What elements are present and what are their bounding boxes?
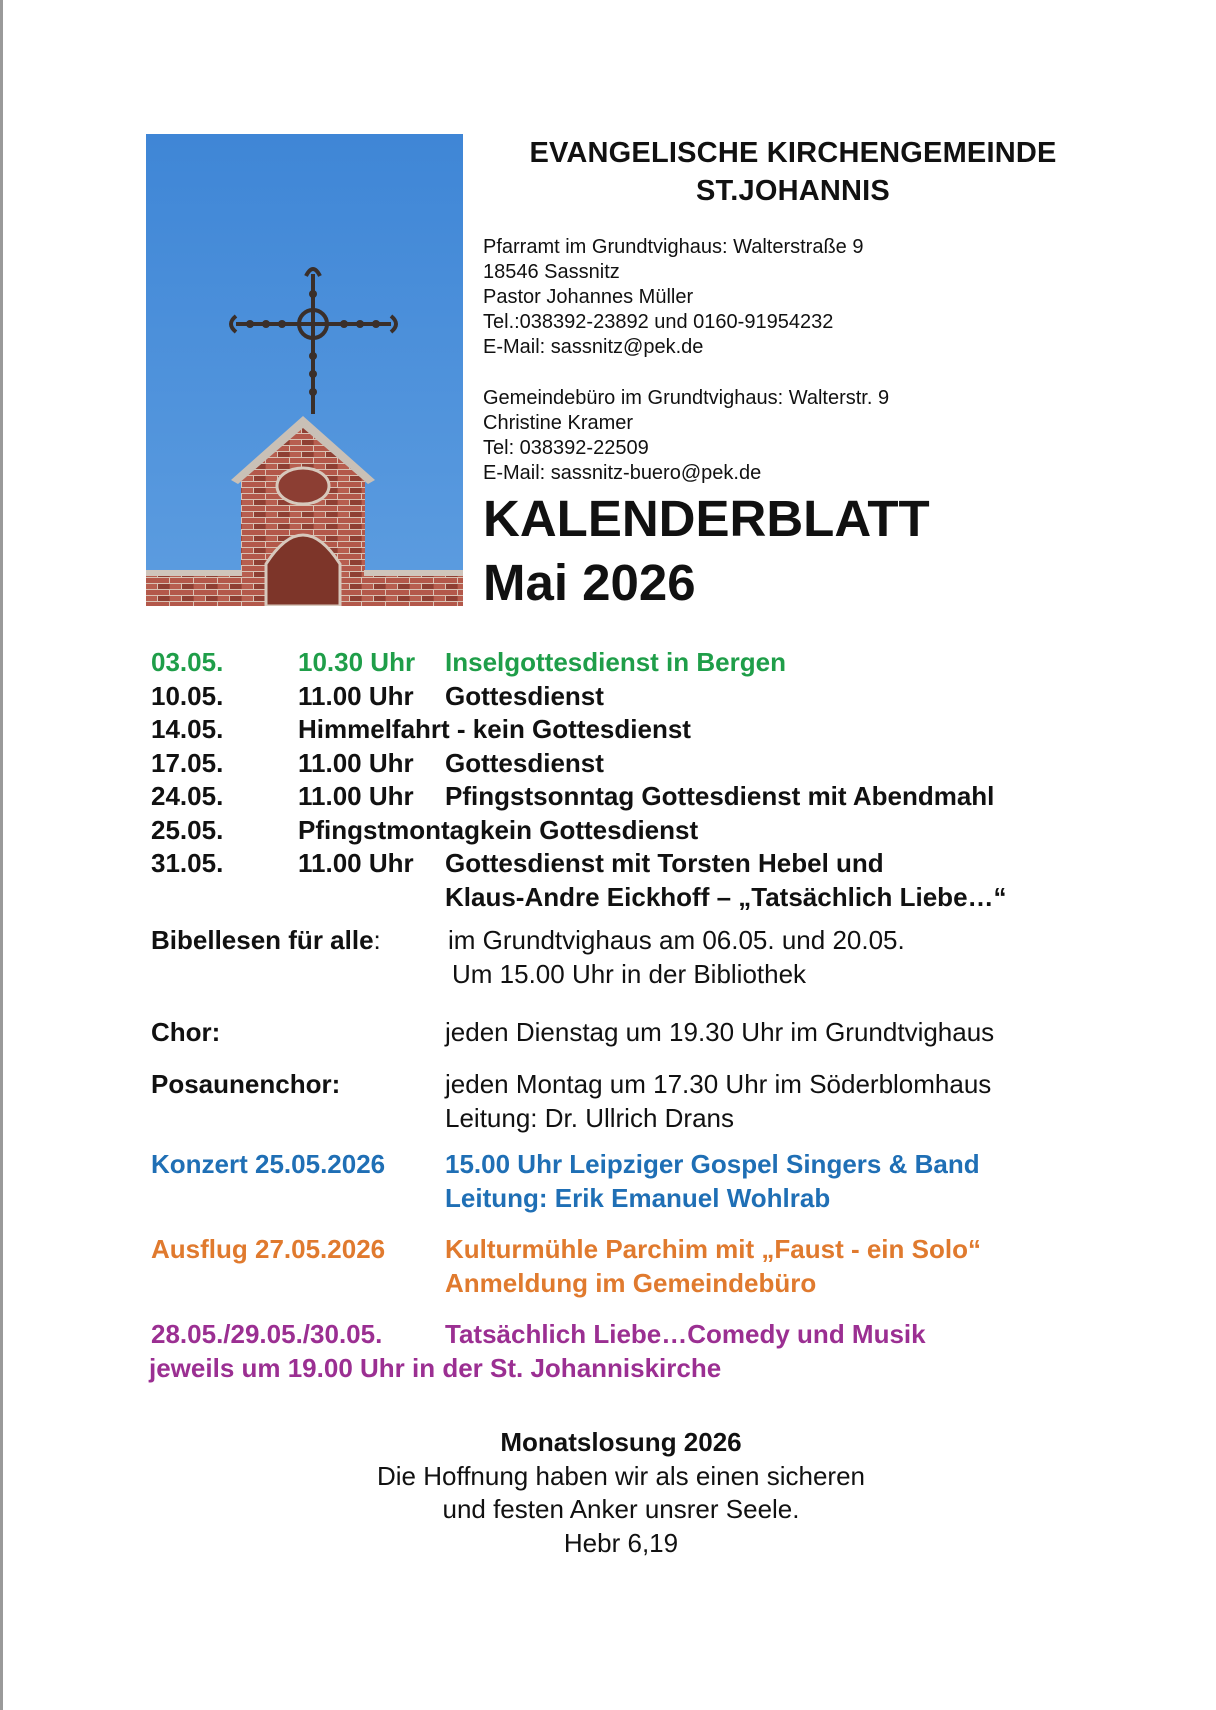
event-time: 11.00 Uhr xyxy=(298,848,414,878)
event-time: 11.00 Uhr xyxy=(298,680,414,711)
event-note: Himmelfahrt - kein Gottesdienst xyxy=(298,714,691,744)
church-photo xyxy=(146,134,463,606)
event-title: Inselgottesdienst in Bergen xyxy=(445,647,786,677)
bibellesen-line1: im Grundtvighaus am 06.05. und 20.05. xyxy=(448,925,905,955)
verse-line2: und festen Anker unsrer Seele. xyxy=(442,1494,800,1524)
parish-name-line1: EVANGELISCHE KIRCHENGEMEINDE xyxy=(529,137,1057,169)
comedy-title: Tatsächlich Liebe…Comedy und Musik xyxy=(445,1319,926,1349)
konzert-line2: Leitung: Erik Emanuel Wohlrab xyxy=(445,1182,831,1213)
buero-phone: Tel: 038392-22509 xyxy=(483,437,649,459)
event-title: Gottesdienst mit Torsten Hebel und xyxy=(445,848,884,878)
event-date: 03.05. xyxy=(151,647,224,677)
bibellesen-line2: Um 15.00 Uhr in der Bibliothek xyxy=(452,958,807,989)
service-schedule xyxy=(151,646,1151,914)
pfarramt-phone: Tel.:038392-23892 und 0160-91954232 xyxy=(483,311,834,333)
parish-name xyxy=(468,134,1118,210)
monthly-verse xyxy=(146,1426,1096,1560)
buero-contact-name: Christine Kramer xyxy=(483,412,634,434)
konzert-line1: 15.00 Uhr Leipziger Gospel Singers & Band xyxy=(445,1149,980,1179)
ausflug-label: Ausflug 27.05.2026 xyxy=(151,1234,386,1264)
konzert-details xyxy=(445,1148,980,1215)
calendar-title-month: Mai 2026 xyxy=(483,554,696,611)
event-date: 10.05. xyxy=(151,680,224,711)
chor-line1: jeden Dienstag um 19.30 Uhr im Grundtvighaus xyxy=(445,1017,995,1047)
event-note: Pfingstmontagkein Gottesdienst xyxy=(298,814,699,845)
event-row xyxy=(151,646,1151,680)
calendar-title-line1: KALENDERBLATT xyxy=(483,490,930,547)
ausflug-details xyxy=(445,1233,981,1300)
event-title: Pfingstsonntag Gottesdienst mit Abendmahl xyxy=(445,781,995,811)
event-row xyxy=(151,747,1151,781)
pfarramt-contact xyxy=(483,235,864,360)
pfarramt-city: 18546 Sassnitz xyxy=(483,261,620,283)
buero-contact xyxy=(483,386,889,486)
event-date: 25.05. xyxy=(151,814,224,845)
posaunenchor-line1: jeden Montag um 17.30 Uhr im Söderblomhaus xyxy=(445,1069,992,1099)
bibellesen-label xyxy=(151,924,381,958)
verse-heading: Monatslosung 2026 xyxy=(500,1427,742,1457)
event-date: 24.05. xyxy=(151,781,224,811)
comedy-dates: 28.05./29.05./30.05. xyxy=(151,1319,383,1349)
event-time: 10.30 Uhr xyxy=(298,647,416,677)
event-title: Gottesdienst xyxy=(445,747,604,778)
event-title-continuation: Klaus-Andre Eickhoff – „Tatsächlich Liebe…“ xyxy=(445,881,1007,912)
posaunenchor-details xyxy=(445,1068,991,1135)
konzert-label: Konzert 25.05.2026 xyxy=(151,1149,386,1179)
calendar-title xyxy=(483,487,930,615)
verse-reference: Hebr 6,19 xyxy=(563,1527,679,1558)
verse-line1: Die Hoffnung haben wir als einen sicheren xyxy=(376,1460,866,1491)
pfarramt-email[interactable]: E-Mail: sassnitz@pek.de xyxy=(483,336,704,358)
chor-details xyxy=(445,1016,994,1050)
page-edge xyxy=(0,0,3,1710)
event-time: 11.00 Uhr xyxy=(298,747,414,778)
event-row-continuation xyxy=(151,881,1151,915)
event-row xyxy=(151,780,1151,814)
posaunenchor-label: Posaunenchor: xyxy=(151,1069,341,1099)
event-date: 14.05. xyxy=(151,714,224,744)
chor-label: Chor: xyxy=(151,1017,221,1047)
posaunenchor-line2: Leitung: Dr. Ullrich Drans xyxy=(445,1102,734,1133)
parish-name-line2: ST.JOHANNIS xyxy=(696,175,890,207)
event-row xyxy=(151,680,1151,714)
event-date: 17.05. xyxy=(151,747,224,778)
ausflug-line1: Kulturmühle Parchim mit „Faust - ein Solo“ xyxy=(445,1234,981,1264)
event-row xyxy=(151,847,1151,881)
pastor-name: Pastor Johannes Müller xyxy=(483,286,694,308)
buero-email[interactable]: E-Mail: sassnitz-buero@pek.de xyxy=(483,462,762,484)
event-time: 11.00 Uhr xyxy=(298,781,414,811)
bibellesen-details xyxy=(448,924,905,991)
bibellesen-label-text: Bibellesen für alle xyxy=(151,925,374,955)
ausflug-line2: Anmeldung im Gemeindebüro xyxy=(445,1267,817,1298)
event-row xyxy=(151,713,1151,747)
pfarramt-address: Pfarramt im Grundtvighaus: Walterstraße 9 xyxy=(483,236,864,258)
bibellesen-colon: : xyxy=(373,925,381,955)
event-title: Gottesdienst xyxy=(445,680,604,711)
event-row xyxy=(151,814,1151,848)
buero-address: Gemeindebüro im Grundtvighaus: Walterstr. 9 xyxy=(483,387,890,409)
event-date: 31.05. xyxy=(151,848,224,878)
comedy-time: jeweils um 19.00 Uhr in der St. Johanniskirche xyxy=(149,1352,722,1383)
